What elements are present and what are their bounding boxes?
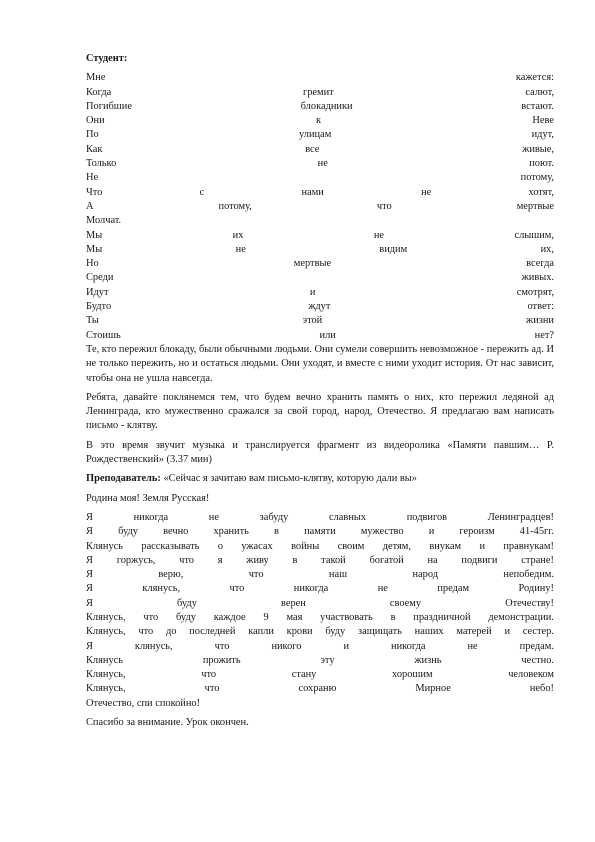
line-word: что	[138, 626, 154, 638]
paragraph-video-note: В это время звучит музыка и транслируется фрагмент из видеоролика «Памяти павшим… Р. Рождественский» (3.37 мин)	[86, 439, 554, 466]
line-word: в	[390, 611, 396, 623]
line-word: я	[217, 554, 223, 566]
poem-line	[86, 86, 554, 100]
line-word: крови	[286, 626, 313, 638]
line-word: мужество	[360, 526, 404, 538]
document-page	[86, 52, 554, 730]
line-word: на	[427, 554, 438, 566]
line-word: живу	[246, 554, 269, 566]
paragraph-blockade: Те, кто пережил блокаду, были обычными людьми. Они сумели совершить невозможное - пережить ад. И не только пережить, но и остаться людьми. Они уходят, и вместе с ними уходит история. От нас зависит, чтобы она не ушла навсегда.	[86, 343, 554, 384]
line-word: Клянусь,	[86, 683, 126, 695]
line-word: живые,	[522, 143, 554, 155]
oath-line	[86, 554, 554, 568]
poem-line	[86, 186, 554, 200]
line-word: не	[421, 186, 432, 198]
line-word: ждут	[308, 301, 331, 313]
line-word: никогда	[133, 511, 169, 523]
line-word: потому,	[218, 200, 252, 212]
line-word: что	[179, 554, 194, 566]
poem-line	[86, 229, 554, 243]
poem-line	[86, 214, 554, 228]
line-word: богатой	[369, 554, 404, 566]
oath-line	[86, 568, 554, 582]
line-word: Клянусь	[86, 540, 124, 552]
poem-line	[86, 71, 554, 85]
line-word: никогда	[391, 640, 426, 652]
line-word: что	[376, 200, 392, 212]
oath-line	[86, 611, 554, 625]
line-word: Но	[86, 258, 99, 270]
line-word: жизни	[526, 315, 554, 327]
line-word: видим	[379, 243, 408, 255]
line-word: честно.	[521, 654, 554, 666]
line-word: никогда	[293, 583, 329, 595]
poem-line	[86, 200, 554, 214]
oath-block	[86, 511, 554, 711]
oath-line	[86, 511, 554, 525]
line-word: Мы	[86, 229, 103, 241]
line-word: ужасах	[241, 540, 273, 552]
line-word: буду	[176, 611, 196, 623]
line-word: Родину!	[518, 583, 554, 595]
line-word: кажется:	[515, 72, 554, 84]
oath-line	[86, 697, 554, 711]
line-word: непобедим.	[503, 569, 554, 581]
line-word: матерей	[456, 626, 492, 638]
line-word: мертвые	[293, 258, 332, 270]
poem-line	[86, 100, 554, 114]
line-word: Клянусь,	[86, 669, 126, 681]
line-word: стране!	[521, 554, 554, 566]
line-word: Я	[86, 597, 93, 609]
line-word: человеком	[508, 669, 554, 681]
line-word: эту	[320, 654, 335, 666]
line-word: Неве	[532, 115, 554, 127]
line-word: нами	[301, 186, 324, 198]
line-word: что	[201, 669, 217, 681]
line-word: Отечество, спи спокойно!	[86, 697, 201, 709]
oath-line	[86, 640, 554, 654]
line-word: что	[248, 569, 264, 581]
line-word: о	[217, 540, 223, 552]
line-word: хранить	[213, 526, 249, 538]
line-word: слышим,	[514, 229, 554, 241]
line-word: сестер.	[522, 626, 554, 638]
line-word: Они	[86, 115, 105, 127]
line-word: улицам	[299, 129, 332, 141]
line-word: войны	[291, 540, 320, 552]
oath-line	[86, 525, 554, 539]
line-word: что	[214, 640, 230, 652]
line-word: Я	[86, 569, 93, 581]
line-word: всегда	[526, 258, 554, 270]
line-word: жизнь	[414, 654, 442, 666]
line-word: Погибшие	[86, 100, 132, 112]
line-word: защищать	[358, 626, 402, 638]
poem-line	[86, 257, 554, 271]
line-word: Ты	[86, 315, 99, 327]
oath-line	[86, 625, 554, 639]
line-word: Мы	[86, 243, 103, 255]
poem-line	[86, 329, 554, 343]
line-word: гремит	[302, 86, 334, 98]
poem-line	[86, 143, 554, 157]
line-word: блокадники	[300, 100, 353, 112]
motherland-line: Родина моя! Земля Русская!	[86, 492, 210, 504]
line-word: мертвые	[516, 200, 554, 212]
poem-line	[86, 314, 554, 328]
line-word: не	[467, 640, 478, 652]
line-word: клянусь,	[142, 583, 181, 595]
line-word: не	[373, 229, 385, 241]
closing-line: Спасибо за внимание. Урок окончен.	[86, 717, 249, 729]
line-word: никого	[271, 640, 302, 652]
oath-line	[86, 582, 554, 596]
line-word: своему	[389, 597, 422, 609]
line-word: или	[319, 329, 336, 341]
line-word: нет?	[534, 329, 554, 341]
line-word: Когда	[86, 86, 112, 98]
line-word: в	[292, 554, 298, 566]
line-word: не	[317, 158, 328, 170]
line-word: Клянусь,	[86, 626, 126, 638]
line-word: ответ:	[527, 301, 554, 313]
line-word: Я	[86, 583, 93, 595]
line-word: не	[208, 511, 219, 523]
line-word: Я	[86, 554, 93, 566]
line-word: с	[199, 186, 205, 198]
line-word: горжусь,	[116, 554, 156, 566]
oath-line	[86, 654, 554, 668]
line-word: этой	[302, 315, 323, 327]
line-word: Будто	[86, 301, 112, 313]
paragraph-oath-intro: Ребята, давайте поклянемся тем, что будем вечно хранить память о них, кто пережил ледяной ад Ленинграда, кто мужественно сражался за свой город, народ, Отечество. Я предлагаю вам написать письмо - клятву.	[86, 391, 554, 432]
line-word: их,	[540, 243, 554, 255]
line-word: Клянусь,	[86, 611, 126, 623]
line-word: внукам	[429, 540, 462, 552]
line-word: памяти	[304, 526, 336, 538]
poem-line	[86, 271, 554, 285]
line-word: и	[479, 540, 486, 552]
line-word: рассказывать	[141, 540, 200, 552]
poem-line	[86, 171, 554, 185]
line-word: Среди	[86, 272, 114, 284]
poem-line	[86, 243, 554, 257]
line-word: Только	[86, 158, 117, 170]
line-word: не	[377, 583, 388, 595]
line-word: потому,	[520, 172, 554, 184]
line-word: наш	[328, 569, 348, 581]
line-word: что	[204, 683, 220, 695]
line-word: не	[235, 243, 246, 255]
line-word: капли	[248, 626, 274, 638]
teacher-label: Преподаватель:	[86, 473, 161, 485]
line-word: народ	[412, 569, 439, 581]
line-word: предам.	[519, 640, 554, 652]
line-word: героизм	[459, 526, 495, 538]
line-word: что	[143, 611, 159, 623]
line-word: праздничной	[413, 611, 471, 623]
line-word: Ленинградцев!	[487, 511, 554, 523]
line-word: Клянусь	[86, 654, 124, 666]
poem-block	[86, 71, 554, 343]
poem-line	[86, 114, 554, 128]
line-word: Как	[86, 143, 103, 155]
line-word: Что	[86, 186, 103, 198]
line-word: Не	[86, 172, 99, 184]
line-word: небо!	[529, 683, 554, 695]
line-word: демонстрации.	[488, 611, 554, 623]
line-word: салют,	[525, 86, 554, 98]
line-word: буду	[325, 626, 346, 638]
line-word: прожить	[202, 654, 241, 666]
line-word: и	[309, 286, 316, 298]
line-word: верю,	[158, 569, 184, 581]
line-word: клянусь,	[134, 640, 173, 652]
line-word: встают.	[521, 100, 554, 112]
line-word: живых.	[521, 272, 554, 284]
poem-line	[86, 286, 554, 300]
line-word: все	[305, 143, 320, 155]
line-word: Мне	[86, 72, 106, 84]
line-word: детям,	[382, 540, 411, 552]
line-word: хорошим	[392, 669, 433, 681]
line-word: буду	[118, 526, 138, 538]
line-word: их	[232, 229, 244, 241]
line-word: наших	[414, 626, 444, 638]
line-word: и	[504, 626, 511, 638]
line-word: и	[343, 640, 350, 652]
line-word: вечно	[163, 526, 189, 538]
line-word: мая	[286, 611, 303, 623]
line-word: последней	[189, 626, 236, 638]
line-word: Идут	[86, 286, 109, 298]
teacher-text: «Сейчас я зачитаю вам письмо-клятву, которую дали вы»	[160, 473, 417, 485]
line-word: правнукам!	[503, 540, 554, 552]
line-word: А	[86, 200, 94, 212]
line-word: такой	[321, 554, 346, 566]
line-word: Отечеству!	[505, 597, 554, 609]
line-word: Я	[86, 526, 93, 538]
poem-line	[86, 300, 554, 314]
line-word: смотрят,	[516, 286, 554, 298]
line-word: в	[274, 526, 279, 538]
line-word: и	[428, 526, 435, 538]
line-word: Я	[86, 640, 93, 652]
line-word: Молчат.	[86, 215, 122, 227]
line-word: хотят,	[528, 186, 554, 198]
line-word: подвиги	[461, 554, 498, 566]
line-word: верен	[280, 597, 306, 609]
teacher-line	[86, 472, 554, 486]
poem-line	[86, 128, 554, 142]
line-word: По	[86, 129, 99, 141]
line-word: предам	[437, 583, 470, 595]
line-word: Стоишь	[86, 329, 121, 341]
line-word: до	[165, 626, 177, 638]
line-word: что	[229, 583, 245, 595]
line-word: каждое	[213, 611, 246, 623]
line-word: забуду	[259, 511, 289, 523]
line-word: к	[315, 115, 322, 127]
student-heading: Студент:	[86, 53, 128, 64]
oath-line	[86, 597, 554, 611]
line-word: 9	[263, 611, 269, 623]
poem-line	[86, 157, 554, 171]
line-word: своим	[337, 540, 365, 552]
line-word: Мирное	[415, 683, 451, 695]
oath-line	[86, 682, 554, 696]
oath-line	[86, 668, 554, 682]
line-word: славных	[329, 511, 367, 523]
line-word: стану	[291, 669, 317, 681]
line-word: 41-45гг.	[519, 526, 554, 538]
line-word: Я	[86, 511, 93, 523]
line-word: подвигов	[406, 511, 448, 523]
line-word: идут,	[531, 129, 554, 141]
line-word: буду	[177, 597, 197, 609]
line-word: поют.	[529, 158, 554, 170]
oath-line	[86, 540, 554, 554]
line-word: участвовать	[320, 611, 373, 623]
line-word: сохраню	[298, 683, 337, 695]
